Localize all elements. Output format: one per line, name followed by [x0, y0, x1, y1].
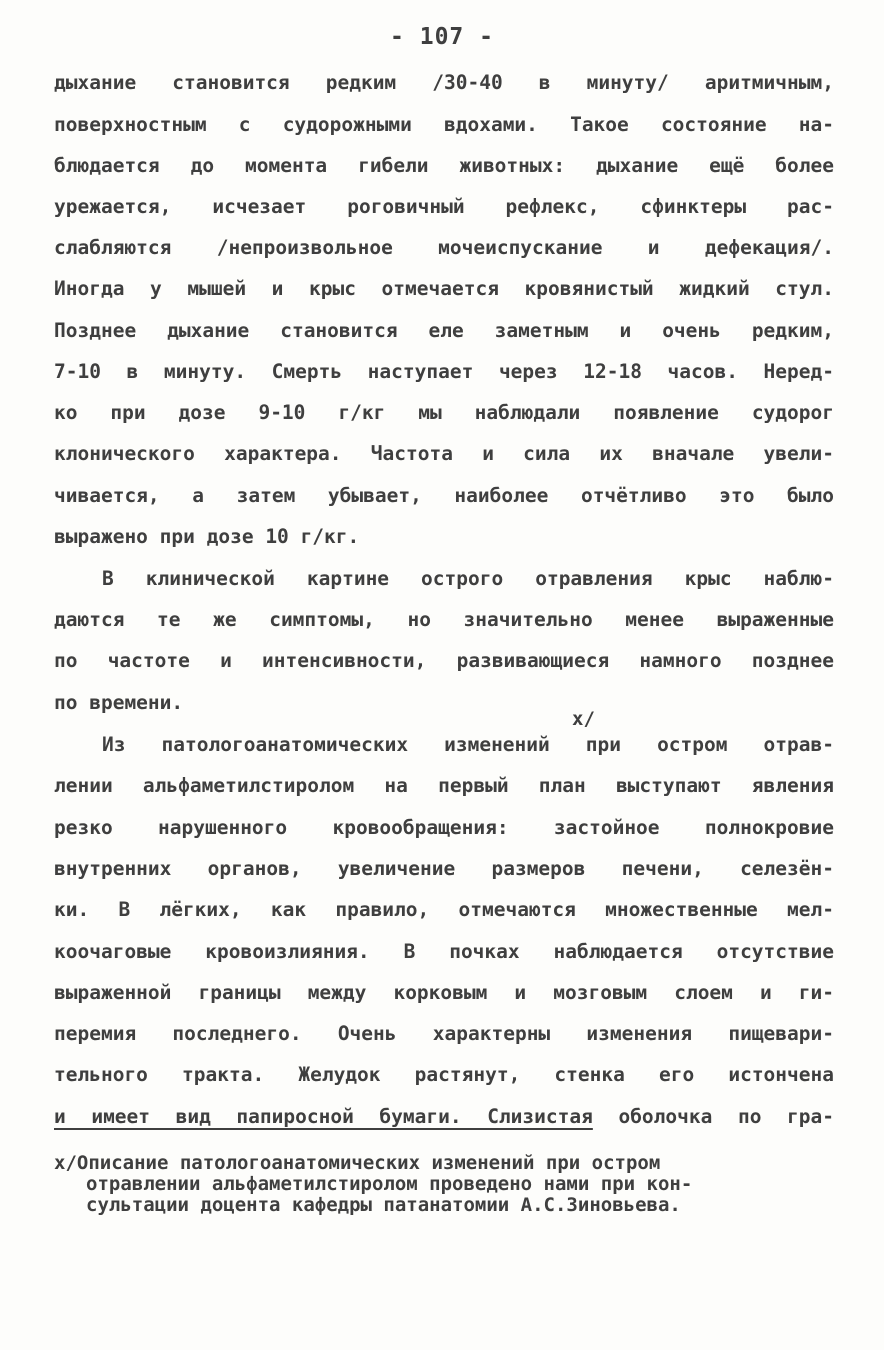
- footnote-line: отравлении альфаметилстиролом проведено нами при кон-: [86, 1173, 693, 1195]
- text-line: по времени.: [54, 691, 184, 714]
- text-line: лении альфаметилстиролом на первый план выступают явления: [54, 774, 834, 797]
- text-line: внутренних органов, увеличение размеров печени, селезён-: [54, 857, 834, 880]
- text-line: коочаговые кровоизлияния. В почках наблюдается отсутствие: [54, 940, 834, 963]
- text-line: ко при дозе 9-10 г/кг мы наблюдали появление судорог: [54, 401, 834, 424]
- footnote-marker: x/: [572, 708, 595, 730]
- text-line: клонического характера. Частота и сила их вначале увели-: [54, 442, 834, 465]
- text-line-rest: оболочка по гра-: [592, 1105, 834, 1128]
- page-number: - 107 -: [390, 24, 494, 50]
- text-line: тельного тракта. Желудок растянут, стенка его истончена: [54, 1063, 834, 1086]
- text-line: перемия последнего. Очень характерны изменения пищевари-: [54, 1022, 834, 1045]
- text-line: урежается, исчезает роговичный рефлекс, сфинктеры рас-: [54, 195, 834, 218]
- underlined-text: и имеет вид папиросной бумаги. Слизистая: [54, 1105, 593, 1128]
- text-line: даются те же симптомы, но значительно менее выраженные: [54, 608, 834, 631]
- text-line: поверхностным с судорожными вдохами. Такое состояние на-: [54, 113, 834, 136]
- text-line: выраженной границы между корковым и мозговым слоем и ги-: [54, 981, 834, 1004]
- text-line: чивается, а затем убывает, наиболее отчётливо это было: [54, 484, 834, 507]
- text-line: Позднее дыхание становится еле заметным и очень редким,: [54, 319, 834, 342]
- footnote-line: сультации доцента кафедры патанатомии А.С.Зиновьева.: [86, 1194, 681, 1216]
- text-line: блюдается до момента гибели животных: дыхание ещё более: [54, 154, 834, 177]
- footnote-line: x/Описание патологоанатомических изменений при остром: [54, 1152, 661, 1174]
- text-line: ки. В лёгких, как правило, отмечаются множественные мел-: [54, 898, 834, 921]
- text-line: В клинической картине острого отравления крыс наблю-: [102, 567, 834, 590]
- text-line: Иногда у мышей и крыс отмечается кровянистый жидкий стул.: [54, 277, 834, 300]
- text-line-underlined: [54, 1102, 834, 1132]
- text-line: слабляются /непроизвольное мочеиспускание и дефекация/.: [54, 236, 834, 259]
- text-line: по частоте и интенсивности, развивающиеся намного позднее: [54, 649, 834, 672]
- text-line: 7-10 в минуту. Смерть наступает через 12-18 часов. Неред-: [54, 360, 834, 383]
- text-line: Из патологоанатомических изменений при остром отрав-: [102, 733, 834, 756]
- text-line: выражено при дозе 10 г/кг.: [54, 525, 360, 548]
- text-line: дыхание становится редким /30-40 в минуту/ аритмичным,: [54, 71, 834, 94]
- text-line: резко нарушенного кровообращения: застойное полнокровие: [54, 816, 834, 839]
